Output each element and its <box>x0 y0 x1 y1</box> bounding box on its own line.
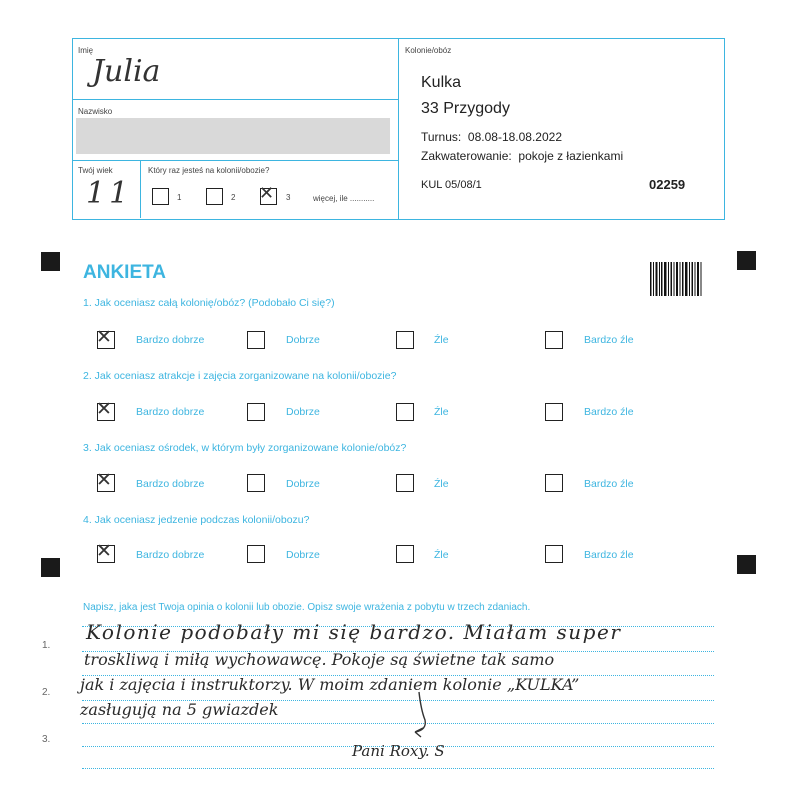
q1-option-2-label: Dobrze <box>286 334 320 346</box>
visit-1-label: 1 <box>177 193 182 202</box>
handwritten-line-4: zasługują na 5 gwiazdek <box>80 700 279 719</box>
visit-3-checkbox[interactable]: ✕ <box>260 188 277 205</box>
q4-option-3-checkbox[interactable] <box>396 545 414 563</box>
question-3: 3. Jak oceniasz ośrodek, w którym były zorganizowane kolonie/obóz? <box>83 442 407 454</box>
visit-2-label: 2 <box>231 193 236 202</box>
q4-option-2-checkbox[interactable] <box>247 545 265 563</box>
question-1: 1. Jak oceniasz całą kolonię/obóz? (Podobało Ci się?) <box>83 297 335 309</box>
q2-option-2-label: Dobrze <box>286 406 320 418</box>
q1-option-1-checkbox[interactable]: ✕ <box>97 331 115 349</box>
q3-option-1-label: Bardzo dobrze <box>136 478 205 490</box>
surname-ink-remnant <box>88 153 228 159</box>
corner-marker-tr <box>737 251 756 270</box>
handwritten-line-2: troskliwą i miłą wychowawcę. Pokoje są świetne tak samo <box>84 650 555 669</box>
turnus-value: 08.08-18.08.2022 <box>467 130 563 144</box>
q1-option-4-label: Bardzo źle <box>584 334 634 346</box>
line-number-3: 3. <box>42 734 51 745</box>
header-divider-h1 <box>72 99 398 100</box>
visit-more-label: więcej, ile ........... <box>313 194 375 203</box>
camp-program: 33 Przygody <box>421 100 510 117</box>
visit-1-checkbox[interactable] <box>152 188 169 205</box>
header-divider <box>398 38 399 219</box>
line-number-1: 1. <box>42 640 51 651</box>
signature: Pani Roxy. S <box>352 742 445 760</box>
redaction-box <box>76 118 390 154</box>
line-number-2: 2. <box>42 687 51 698</box>
question-4: 4. Jak oceniasz jedzenie podczas kolonii/obozu? <box>83 514 310 526</box>
accommodation-value: pokoje z łazienkami <box>518 149 624 163</box>
name-label: Imię <box>78 46 94 55</box>
handwritten-line-3: jak i zajęcia i instruktorzy. W moim zdaniem kolonie „KULKA” <box>80 675 580 694</box>
survey-title: ANKIETA <box>83 262 167 283</box>
camp-name: Kulka <box>421 74 462 91</box>
q2-option-3-checkbox[interactable] <box>396 403 414 421</box>
q4-option-1-label: Bardzo dobrze <box>136 549 205 561</box>
q1-option-1-label: Bardzo dobrze <box>136 334 205 346</box>
opinion-prompt: Napisz, jaka jest Twoja opinia o kolonii lub obozie. Opisz swoje wrażenia z pobytu w trzech zdaniach. <box>83 602 531 613</box>
q3-option-4-checkbox[interactable] <box>545 474 563 492</box>
visit-3-label: 3 <box>286 193 291 202</box>
q4-option-4-label: Bardzo źle <box>584 549 634 561</box>
camp-label: Kolonie/obóz <box>405 46 452 55</box>
q2-option-2-checkbox[interactable] <box>247 403 265 421</box>
q2-option-3-label: Źle <box>434 406 449 418</box>
q1-option-3-checkbox[interactable] <box>396 331 414 349</box>
camp-code: KUL 05/08/1 <box>421 179 482 191</box>
handwritten-line-1: Kolonie podobały mi się bardzo. Miałam super <box>86 620 622 644</box>
visit-2-checkbox[interactable] <box>206 188 223 205</box>
surname-label: Nazwisko <box>78 107 113 116</box>
q4-option-1-checkbox[interactable]: ✕ <box>97 545 115 563</box>
q4-option-2-label: Dobrze <box>286 549 320 561</box>
accommodation-row <box>421 149 623 163</box>
q2-option-4-checkbox[interactable] <box>545 403 563 421</box>
turnus-row <box>421 130 562 144</box>
header-divider-h2 <box>72 160 398 161</box>
q2-option-1-label: Bardzo dobrze <box>136 406 205 418</box>
q3-option-4-label: Bardzo źle <box>584 478 634 490</box>
age-value: 11 <box>86 176 133 211</box>
q2-option-4-label: Bardzo źle <box>584 406 634 418</box>
q4-option-4-checkbox[interactable] <box>545 545 563 563</box>
q1-option-3-label: Źle <box>434 334 449 346</box>
accommodation-label: Zakwaterowanie: <box>421 149 512 163</box>
dotted-line <box>82 723 714 724</box>
corner-marker-bl <box>41 558 60 577</box>
age-label: Twój wiek <box>78 166 113 175</box>
corner-marker-tl <box>41 252 60 271</box>
q3-option-2-label: Dobrze <box>286 478 320 490</box>
q3-option-3-checkbox[interactable] <box>396 474 414 492</box>
q2-option-1-checkbox[interactable]: ✕ <box>97 403 115 421</box>
header-divider-v2 <box>140 160 141 218</box>
q3-option-3-label: Źle <box>434 478 449 490</box>
dotted-line <box>82 768 714 769</box>
name-value: Julia <box>92 54 161 89</box>
arrow-icon <box>405 690 445 745</box>
q4-option-3-label: Źle <box>434 549 449 561</box>
corner-marker-br <box>737 555 756 574</box>
q1-option-4-checkbox[interactable] <box>545 331 563 349</box>
barcode <box>650 262 702 301</box>
q3-option-1-checkbox[interactable]: ✕ <box>97 474 115 492</box>
q1-option-2-checkbox[interactable] <box>247 331 265 349</box>
turnus-label: Turnus: <box>421 130 462 144</box>
question-2: 2. Jak oceniasz atrakcje i zajęcia zorganizowane na kolonii/obozie? <box>83 370 397 382</box>
q3-option-2-checkbox[interactable] <box>247 474 265 492</box>
form-number: 02259 <box>649 177 686 192</box>
visit-count-label: Który raz jesteś na kolonii/obozie? <box>148 166 270 175</box>
